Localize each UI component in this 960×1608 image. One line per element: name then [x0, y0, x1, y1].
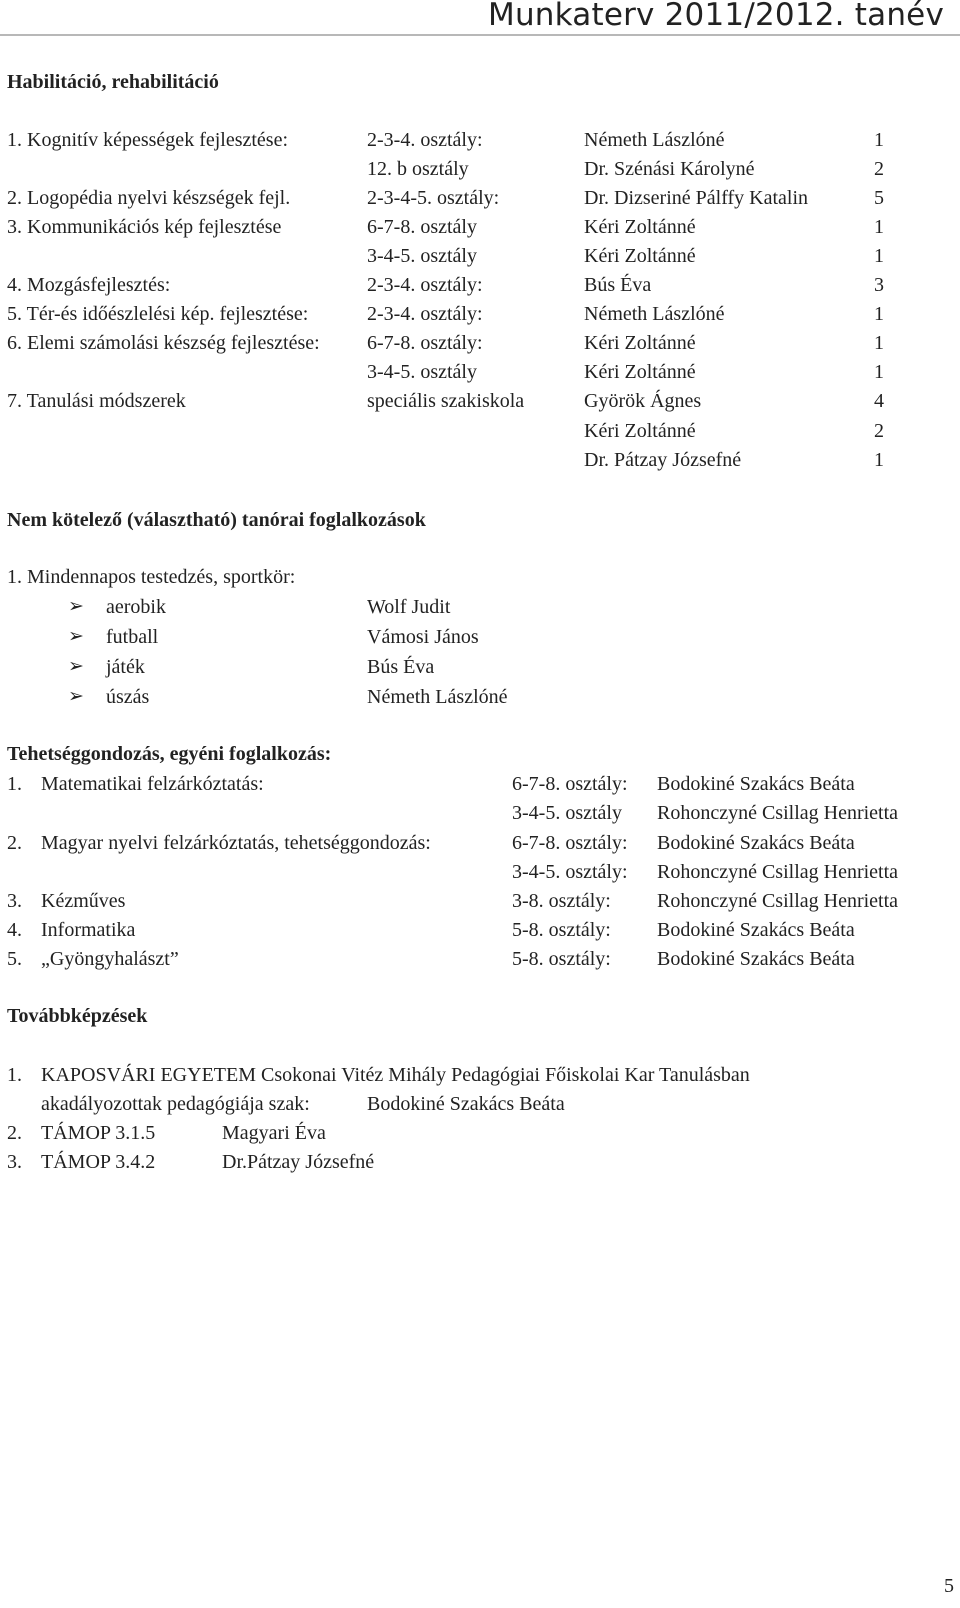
row-teacher: Dr. Szénási Károlyné — [584, 158, 755, 180]
row-teacher: Rohonczyné Csillag Henrietta — [657, 890, 899, 912]
training-program: TÁMOP 3.1.5 — [41, 1122, 156, 1144]
row-class: speciális szakiskola — [367, 390, 525, 412]
row-subject: 1. Kognitív képességek fejlesztése: — [7, 129, 289, 151]
section-heading-tehetseg: Tehetséggondozás, egyéni foglalkozás: — [7, 743, 332, 765]
row-subject: Magyar nyelvi felzárkóztatás, tehetséggondozás: — [41, 832, 431, 854]
row-teacher: Györök Ágnes — [584, 390, 702, 412]
row-hours: 2 — [874, 158, 884, 180]
activity-teacher: Bús Éva — [367, 656, 435, 678]
row-class: 6-7-8. osztály: — [367, 332, 483, 354]
row-subject: 2. Logopédia nyelvi készségek fejl. — [7, 187, 291, 209]
document-title: Munkaterv 2011/2012. tanév — [488, 0, 944, 33]
row-hours: 1 — [874, 245, 884, 267]
activity-teacher: Wolf Judit — [367, 596, 451, 618]
sport-intro: 1. Mindennapos testedzés, sportkör: — [7, 566, 296, 588]
row-class: 3-4-5. osztály: — [512, 861, 628, 883]
activity-teacher: Németh Lászlóné — [367, 686, 508, 708]
row-class: 3-8. osztály: — [512, 890, 611, 912]
row-number: 3. — [7, 890, 22, 912]
item-number: 2. — [7, 1122, 22, 1144]
row-class: 6-7-8. osztály — [367, 216, 477, 238]
row-teacher: Németh Lászlóné — [584, 129, 725, 151]
training-program: TÁMOP 3.4.2 — [41, 1151, 156, 1173]
training-description-continued: akadályozottak pedagógiája szak: — [41, 1093, 310, 1115]
section-heading-habilitacio: Habilitáció, rehabilitáció — [7, 71, 219, 93]
row-hours: 1 — [874, 449, 884, 471]
activity-name: úszás — [106, 686, 150, 708]
row-number: 4. — [7, 919, 22, 941]
arrow-bullet-icon: ➢ — [68, 656, 84, 677]
row-hours: 1 — [874, 361, 884, 383]
row-subject: „Gyöngyhalászt” — [41, 948, 179, 970]
row-class: 3-4-5. osztály — [512, 802, 622, 824]
row-hours: 1 — [874, 216, 884, 238]
row-teacher: Dr. Pátzay Józsefné — [584, 449, 742, 471]
row-teacher: Kéri Zoltánné — [584, 332, 696, 354]
row-hours: 4 — [874, 390, 884, 412]
row-class: 6-7-8. osztály: — [512, 832, 628, 854]
row-teacher: Bodokiné Szakács Beáta — [657, 832, 855, 854]
row-class: 6-7-8. osztály: — [512, 773, 628, 795]
arrow-bullet-icon: ➢ — [68, 596, 84, 617]
row-teacher: Kéri Zoltánné — [584, 361, 696, 383]
page-number: 5 — [944, 1575, 954, 1597]
item-number: 3. — [7, 1151, 22, 1173]
row-hours: 1 — [874, 332, 884, 354]
row-hours: 1 — [874, 303, 884, 325]
row-subject: 5. Tér-és időészlelési kép. fejlesztése: — [7, 303, 309, 325]
row-class: 2-3-4. osztály: — [367, 274, 483, 296]
training-teacher: Magyari Éva — [222, 1122, 326, 1144]
row-teacher: Kéri Zoltánné — [584, 420, 696, 442]
row-subject: 4. Mozgásfejlesztés: — [7, 274, 171, 296]
row-teacher: Dr. Dizseriné Pálffy Katalin — [584, 187, 809, 209]
training-description: KAPOSVÁRI EGYETEM Csokonai Vitéz Mihály Pedagógiai Főiskolai Kar Tanulásban — [41, 1064, 750, 1086]
row-hours: 1 — [874, 129, 884, 151]
arrow-bullet-icon: ➢ — [68, 686, 84, 707]
row-number: 1. — [7, 773, 22, 795]
row-hours: 3 — [874, 274, 884, 296]
row-number: 5. — [7, 948, 22, 970]
row-subject: Matematikai felzárkóztatás: — [41, 773, 264, 795]
training-teacher: Dr.Pátzay Józsefné — [222, 1151, 375, 1173]
activity-name: futball — [106, 626, 159, 648]
row-class: 2-3-4. osztály: — [367, 129, 483, 151]
row-teacher: Kéri Zoltánné — [584, 245, 696, 267]
row-subject: Informatika — [41, 919, 136, 941]
section-heading-tovabbkepzes: Továbbképzések — [7, 1005, 148, 1027]
activity-name: játék — [106, 656, 145, 678]
arrow-bullet-icon: ➢ — [68, 626, 84, 647]
row-teacher: Rohonczyné Csillag Henrietta — [657, 802, 899, 824]
row-subject: 3. Kommunikációs kép fejlesztése — [7, 216, 282, 238]
row-teacher: Kéri Zoltánné — [584, 216, 696, 238]
row-teacher: Németh Lászlóné — [584, 303, 725, 325]
row-teacher: Bodokiné Szakács Beáta — [657, 919, 855, 941]
row-teacher: Bodokiné Szakács Beáta — [657, 773, 855, 795]
row-hours: 5 — [874, 187, 884, 209]
row-teacher: Rohonczyné Csillag Henrietta — [657, 861, 899, 883]
row-hours: 2 — [874, 420, 884, 442]
section-heading-nem-kotelezo: Nem kötelező (választható) tanórai foglalkozások — [7, 509, 426, 531]
activity-name: aerobik — [106, 596, 166, 618]
item-number: 1. — [7, 1064, 22, 1086]
row-class: 3-4-5. osztály — [367, 361, 477, 383]
row-class: 2-3-4. osztály: — [367, 303, 483, 325]
row-number: 2. — [7, 832, 22, 854]
row-subject: 7. Tanulási módszerek — [7, 390, 186, 412]
activity-teacher: Vámosi János — [367, 626, 479, 648]
row-class: 5-8. osztály: — [512, 948, 611, 970]
row-subject: Kézműves — [41, 890, 126, 912]
row-teacher: Bodokiné Szakács Beáta — [657, 948, 855, 970]
header-divider — [0, 34, 960, 36]
row-class: 3-4-5. osztály — [367, 245, 477, 267]
row-subject: 6. Elemi számolási készség fejlesztése: — [7, 332, 320, 354]
training-teacher: Bodokiné Szakács Beáta — [367, 1093, 565, 1115]
row-class: 2-3-4-5. osztály: — [367, 187, 500, 209]
row-class: 12. b osztály — [367, 158, 469, 180]
row-class: 5-8. osztály: — [512, 919, 611, 941]
row-teacher: Bús Éva — [584, 274, 652, 296]
